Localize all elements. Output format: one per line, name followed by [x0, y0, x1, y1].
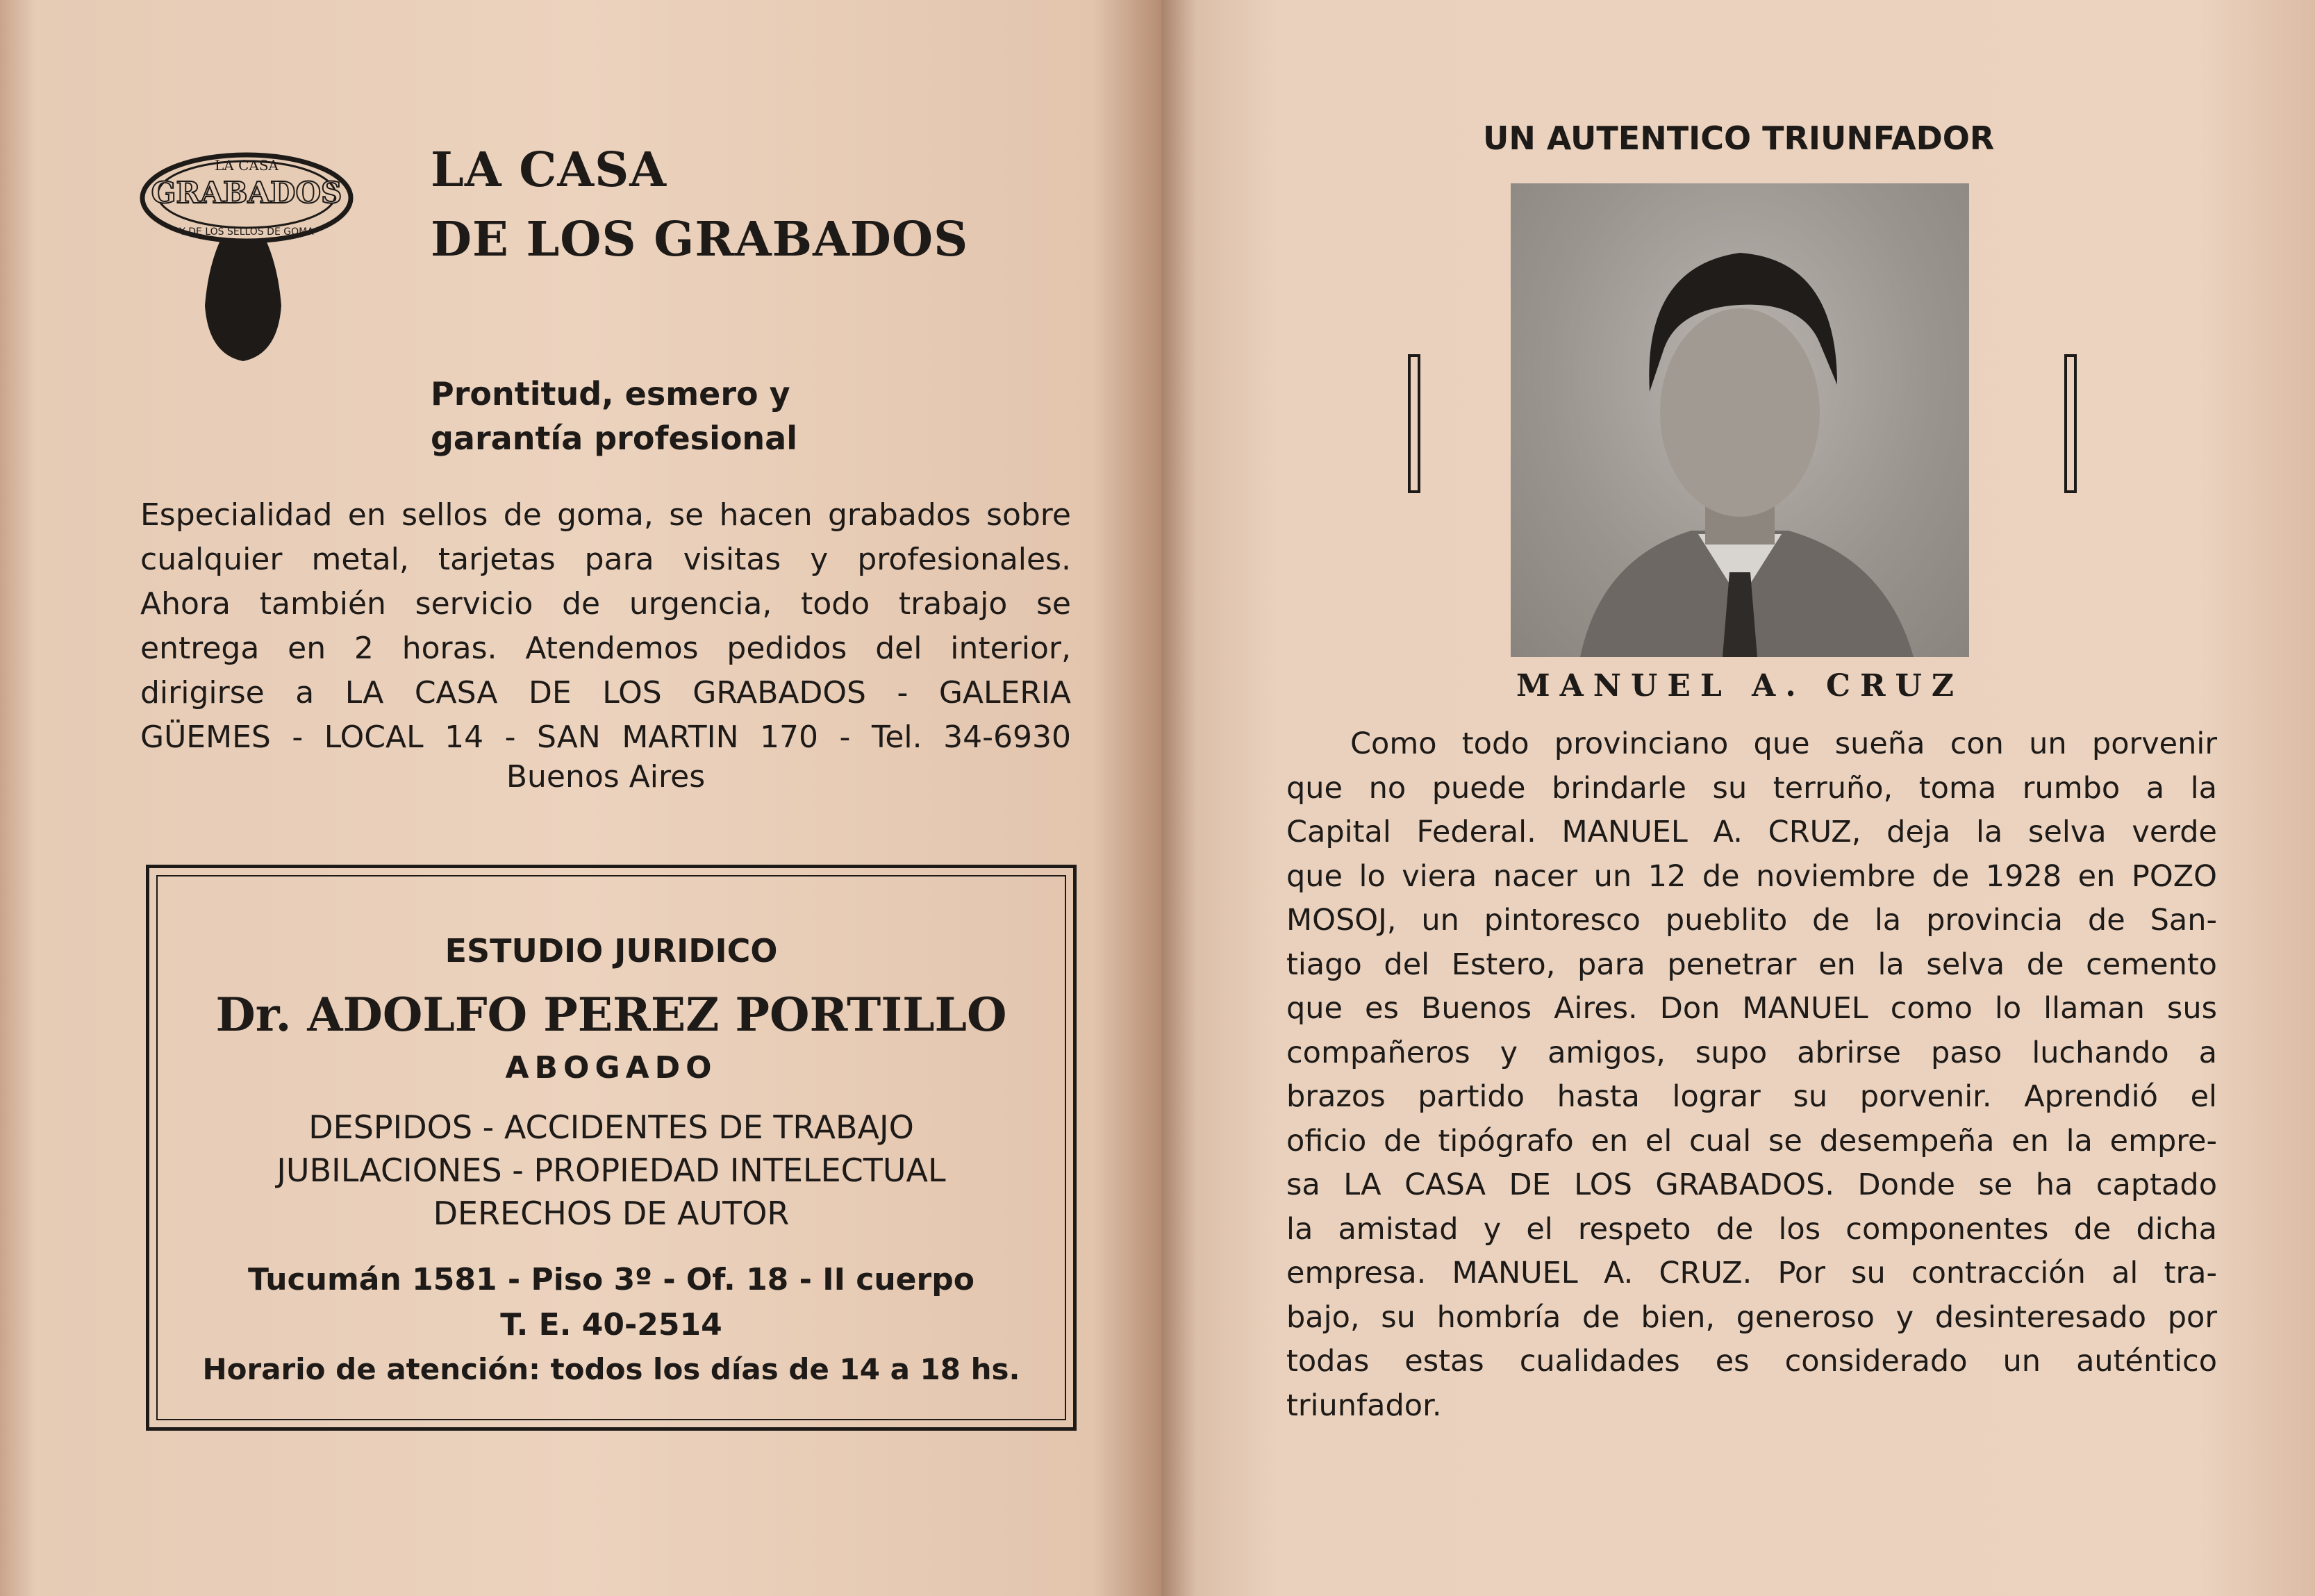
- body-line: la amistad y el respeto de los componentes de dicha: [1286, 1211, 2217, 1247]
- svg-text:Y DE LOS SELLOS DE GOMA: Y DE LOS SELLOS DE GOMA: [179, 226, 314, 238]
- portrait-photo: [1511, 183, 1969, 657]
- body-line: Especialidad en sellos de goma, se hacen grabados sobre: [140, 497, 1071, 533]
- body-line: GÜEMES - LOCAL 14 - SAN MARTIN 170 - Tel. 34-6930: [140, 720, 1071, 755]
- service-line: DERECHOS DE AUTOR: [433, 1195, 790, 1232]
- svg-text:GRABADOS: GRABADOS: [151, 176, 342, 210]
- body-line: triunfador.: [1286, 1388, 1442, 1423]
- body-line: MOSOJ, un pintoresco pueblito de la provincia de San-: [1286, 903, 2217, 938]
- law-office-ad: [146, 865, 1077, 1431]
- body-line: Ahora también servicio de urgencia, todo trabajo se: [140, 586, 1071, 622]
- city: Buenos Aires: [506, 759, 706, 795]
- body-line: que es Buenos Aires. Don MANUEL como lo llaman sus: [1286, 991, 2217, 1026]
- phone: T. E. 40-2514: [500, 1307, 722, 1343]
- lawyer-name: Dr. ADOLFO PEREZ PORTILLO: [215, 988, 1007, 1042]
- body-line: entrega en 2 horas. Atendemos pedidos del interior,: [140, 631, 1071, 666]
- body-line: Capital Federal. MANUEL A. CRUZ, deja la selva verde: [1286, 815, 2217, 849]
- ad-title-line-2: DE LOS GRABADOS: [431, 212, 969, 267]
- services: [158, 1106, 1065, 1235]
- profession: ABOGADO: [505, 1050, 717, 1086]
- body-line: dirigirse a LA CASA DE LOS GRABADOS - GALERIA: [140, 675, 1071, 710]
- body-line: que lo viera nacer un 12 de noviembre de 1928 en POZO: [1286, 858, 2217, 894]
- office-hours: Horario de atención: todos los días de 14 a 18 hs.: [202, 1352, 1020, 1386]
- body-line: brazos partido hasta lograr su porvenir. Aprendió el: [1286, 1079, 2217, 1114]
- decorative-bar-right: [2064, 354, 2077, 493]
- slogan: [431, 372, 797, 460]
- svg-text:LA CASA: LA CASA: [215, 157, 279, 174]
- stamp-logo: [139, 146, 361, 368]
- body-line: empresa. MANUEL A. CRUZ. Por su contracción al tra-: [1286, 1256, 2217, 1290]
- article-body: [1286, 722, 2217, 1428]
- body-line: Como todo provinciano que sueña con un porvenir: [1350, 726, 2217, 761]
- body-line: oficio de tipógrafo en el cual se desempeña en la empre-: [1286, 1123, 2217, 1158]
- slogan-line: Prontitud, esmero y: [431, 375, 790, 413]
- body-line: bajo, su hombría de bien, generoso y desinteresado por: [1286, 1299, 2217, 1335]
- photo-caption: MANUEL A. CRUZ: [1516, 668, 1964, 704]
- body-line: que no puede brindarle su terruño, toma rumbo a la: [1286, 770, 2217, 806]
- slogan-line: garantía profesional: [431, 419, 797, 457]
- body-line: tiago del Estero, para penetrar en la selva de cemento: [1286, 947, 2217, 982]
- ad-title-line-1: LA CASA: [431, 142, 667, 198]
- service-line: DESPIDOS - ACCIDENTES DE TRABAJO: [308, 1108, 914, 1146]
- body-line: cualquier metal, tarjetas para visitas y profesionales.: [140, 542, 1071, 577]
- address: Tucumán 1581 - Piso 3º - Of. 18 - II cuerpo: [248, 1262, 974, 1297]
- service-line: JUBILACIONES - PROPIEDAD INTELECTUAL: [276, 1152, 946, 1189]
- article-heading: UN AUTENTICO TRIUNFADOR: [1483, 119, 1995, 157]
- body-line: compañeros y amigos, supo abrirse paso luchando a: [1286, 1035, 2217, 1070]
- body-line: sa LA CASA DE LOS GRABADOS. Donde se ha captado: [1286, 1167, 2217, 1202]
- ad-body: [140, 493, 1071, 795]
- portrait-image: [1511, 183, 1969, 657]
- decorative-bar-left: [1408, 354, 1420, 493]
- ad-heading: ESTUDIO JURIDICO: [445, 932, 778, 970]
- body-line: todas estas cualidades es considerado un auténtico: [1286, 1344, 2217, 1379]
